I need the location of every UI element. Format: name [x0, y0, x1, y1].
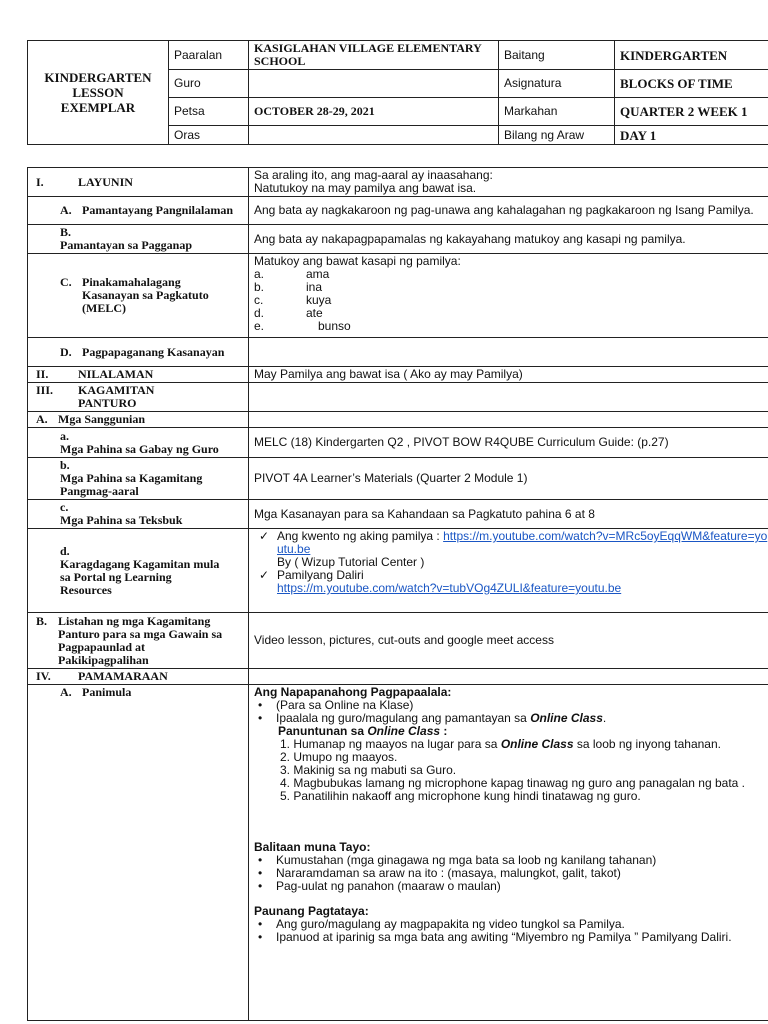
subsection-heading: Balitaan muna Tayo:: [254, 840, 371, 854]
list-item: 2. Umupo ng maayos.: [280, 750, 398, 764]
text-line: Sa araling ito, ang mag-aaral ay inaasahang:: [254, 168, 493, 182]
list-emphasis: Online Class: [500, 737, 574, 751]
list-key: c.: [254, 293, 264, 307]
layunin-value: [249, 168, 768, 197]
section-number: IV.: [36, 669, 51, 683]
item-number: c.: [60, 500, 69, 514]
layunin-cell: [28, 168, 249, 197]
item-label: Mga Pahina sa Teksbuk: [60, 513, 183, 527]
header-table: [27, 40, 768, 145]
bilang-value: DAY 1: [615, 126, 768, 145]
subsection-heading: Paunang Pagtataya:: [254, 904, 369, 918]
table-row: [28, 197, 768, 225]
markahan-label: Markahan: [499, 98, 615, 126]
rules-list: [254, 738, 768, 803]
listahan-cell: [28, 613, 249, 669]
list-text: sa loob ng inyong tahanan.: [573, 737, 721, 751]
bullet-icon: •: [258, 711, 263, 725]
oras-label: Oras: [169, 126, 249, 145]
section-label: NILALAMAN: [78, 367, 154, 381]
sanggunian-cell: [28, 412, 249, 428]
teksbuk-value: Mga Kasanayan para sa Kahandaan sa Pagkatuto pahina 6 at 8: [249, 500, 768, 529]
item-label: Pamantayan sa Pagganap: [60, 238, 193, 252]
list-item: [254, 268, 768, 281]
table-row: [28, 458, 768, 500]
list-value: ate: [306, 306, 323, 320]
table-row: [28, 225, 768, 254]
table-row: [28, 529, 768, 613]
paaralan-value: KASIGLAHAN VILLAGE ELEMENTARY SCHOOL: [249, 41, 499, 70]
list-text: Ang guro/magulang ay magpapakita ng video tungkol sa Pamilya.: [276, 917, 625, 931]
kagamitan-value: [249, 383, 768, 412]
lesson-exemplar-title: KINDERGARTEN LESSON EXEMPLAR: [28, 41, 169, 145]
list-item: [254, 294, 768, 307]
list-text: Ipaalala ng guro/magulang ang pamantayan sa: [276, 711, 531, 725]
kagamitang-pangmag-aaral-cell: [28, 458, 249, 500]
panimula-value: [249, 685, 768, 1021]
baitang-label: Baitang: [499, 41, 615, 70]
list-item: [258, 711, 768, 725]
list-text: Ipanuod at iparinig sa mga bata ang awiting “Miyembro ng Pamilya ” Pamilyang Daliri.: [276, 930, 732, 944]
table-row: [28, 428, 768, 458]
item-label: Pinakamahalagang Kasanayan sa Pagkatuto (MELC): [82, 275, 209, 315]
list-item: [259, 568, 768, 582]
pamantayang-pangnilalaman-cell: [28, 197, 249, 225]
heading-text: :: [440, 724, 448, 738]
list-item: [258, 879, 768, 893]
bullet-icon: •: [258, 917, 263, 931]
subsection-heading: Ang Napapanahong Pagpapaalala:: [254, 685, 452, 699]
list-value: kuya: [306, 293, 332, 307]
list-item: 5. Panatilihin nakaoff ang microphone kung hindi tinatawag ng guro.: [280, 789, 641, 803]
guro-label: Guro: [169, 70, 249, 98]
nilalaman-value: May Pamilya ang bawat isa ( Ako ay may Pamilya): [249, 367, 768, 383]
list-text: Kumustahan (mga ginagawa ng mga bata sa loob ng kanilang tahanan): [276, 853, 657, 867]
item-number: A.: [36, 412, 48, 426]
teksbuk-cell: [28, 500, 249, 529]
heading-text: Panuntunan sa: [278, 724, 368, 738]
item-number: d.: [60, 543, 70, 558]
list-text: (Para sa Online na Klase): [276, 698, 414, 712]
list-item: [254, 281, 768, 294]
item-label: Mga Pahina sa Gabay ng Guro: [60, 441, 219, 456]
guro-value: [249, 70, 499, 98]
petsa-value: OCTOBER 28-29, 2021: [249, 98, 499, 126]
section-label: PAMAMARAAN: [78, 669, 168, 683]
pagpapaganang-kasanayan-cell: [28, 338, 249, 367]
list-item: [254, 320, 768, 333]
item-label: Mga Sanggunian: [58, 412, 146, 426]
nilalaman-cell: [28, 367, 249, 383]
table-row: [28, 168, 768, 197]
list-emphasis: Online Class: [530, 711, 603, 725]
list-key: e.: [254, 319, 265, 333]
item-number: b.: [60, 458, 70, 472]
kagamitang-pangmag-aaral-value: PIVOT 4A Learner’s Materials (Quarter 2 Module 1): [249, 458, 768, 500]
list-item: [258, 930, 768, 944]
list-key: a.: [254, 267, 265, 281]
list-text: 1. Humanap ng maayos na lugar para sa: [280, 737, 501, 751]
bilang-label: Bilang ng Araw: [499, 126, 615, 145]
table-row: [28, 500, 768, 529]
section-label: KAGAMITAN PANTURO: [78, 383, 155, 410]
melc-value: [249, 254, 768, 338]
list-text: Pag-uulat ng panahon (maaraw o maulan): [276, 879, 501, 893]
bullet-icon: •: [258, 853, 263, 867]
karagdagang-kagamitan-value: [249, 529, 768, 613]
oras-value: [249, 126, 499, 145]
resource-link[interactable]: https://m.youtube.com/watch?v=tubVOg4ZULI&feature=youtu.be: [277, 581, 622, 595]
pamantayan-pagganap-cell: [28, 225, 249, 254]
list-key: b.: [254, 280, 265, 294]
table-row: [28, 383, 768, 412]
bullet-icon: •: [258, 879, 263, 893]
item-label: Pamantayang Pangnilalaman: [82, 203, 234, 217]
paaralan-label: Paaralan: [169, 41, 249, 70]
item-label: Panimula: [82, 685, 132, 699]
text-line: Natutukoy na may pamilya ang bawat isa.: [254, 181, 477, 195]
bullet-icon: •: [258, 698, 263, 712]
pamamaraan-value: [249, 669, 768, 685]
lesson-table: [27, 167, 768, 1021]
item-label: Pagpapaganang Kasanayan: [82, 344, 225, 359]
sanggunian-value: [249, 412, 768, 428]
bullet-icon: •: [258, 866, 263, 880]
item-number: A.: [60, 685, 72, 699]
text-line: Matukoy ang bawat kasapi ng pamilya:: [254, 254, 461, 268]
list-key: d.: [254, 306, 265, 320]
pamamaraan-cell: [28, 669, 249, 685]
item-label: Mga Pahina sa Kagamitang Pangmag-aaral: [60, 471, 203, 498]
table-row: [28, 412, 768, 428]
kagamitan-cell: [28, 383, 249, 412]
melc-cell: [28, 254, 249, 338]
bullet-icon: •: [258, 930, 263, 944]
resource-link[interactable]: https://m.youtube.com/watch?v=MRc5oyEqqWM&feature=youtu.be: [277, 529, 768, 556]
item-number: B.: [36, 613, 48, 628]
section-label: LAYUNIN: [78, 174, 133, 189]
item-number: B.: [60, 225, 72, 239]
pagpapaganang-kasanayan-value: [249, 338, 768, 367]
list-text: Nararamdaman sa araw na ito : (masaya, malungkot, galit, takot): [276, 866, 621, 880]
table-row: [28, 669, 768, 685]
markahan-value: QUARTER 2 WEEK 1: [615, 98, 768, 126]
gabay-guro-cell: [28, 428, 249, 458]
item-number: C.: [60, 275, 72, 289]
section-number: I.: [36, 174, 44, 189]
panimula-cell: [28, 685, 249, 1021]
checkmark-icon: ✓: [259, 568, 270, 582]
list-value: ama: [306, 267, 330, 281]
item-number: a.: [60, 428, 69, 443]
list-value: ina: [306, 280, 323, 294]
table-row: [28, 367, 768, 383]
list-item: 4. Magbubukas lamang ng microphone kapag tinawag ng guro ang panagalan ng bata .: [280, 776, 746, 790]
resource-title: Pamilyang Daliri: [277, 568, 364, 582]
karagdagang-kagamitan-cell: [28, 529, 249, 613]
table-row: [28, 338, 768, 367]
section-number: II.: [36, 367, 49, 381]
gabay-guro-value: MELC (18) Kindergarten Q2 , PIVOT BOW R4QUBE Curriculum Guide: (p.27): [249, 428, 768, 458]
item-number: D.: [60, 344, 72, 359]
list-value: bunso: [318, 319, 351, 333]
resource-author: By ( Wizup Tutorial Center ): [277, 555, 425, 569]
listahan-value: Video lesson, pictures, cut-outs and google meet access: [249, 613, 768, 669]
asignatura-value: BLOCKS OF TIME: [615, 70, 768, 98]
section-number: III.: [36, 383, 54, 397]
petsa-label: Petsa: [169, 98, 249, 126]
table-row: [28, 613, 768, 669]
checkmark-icon: ✓: [259, 529, 270, 543]
table-row: [28, 685, 768, 1021]
list-item: 3. Makinig sa ng mabuti sa Guro.: [280, 763, 457, 777]
item-label: Listahan ng mga Kagamitang Panturo para sa mga Gawain sa Pagpapaunlad at Pakikipagpalihan: [58, 613, 223, 667]
pamantayan-pagganap-value: Ang bata ay nakapagpapamalas ng kakayahang matukoy ang kasapi ng pamilya.: [249, 225, 768, 254]
pamantayang-pangnilalaman-value: Ang bata ay nagkakaroon ng pag-unawa ang kahalagahan ng pagkakaroon ng Isang Pamilya.: [249, 197, 768, 225]
table-row: [28, 254, 768, 338]
baitang-value: KINDERGARTEN: [615, 41, 768, 70]
list-item: [259, 529, 768, 556]
item-number: A.: [60, 203, 72, 217]
asignatura-label: Asignatura: [499, 70, 615, 98]
item-label: Karagdagang Kagamitan mula sa Portal ng Learning Resources: [60, 556, 220, 597]
heading-emphasis: Online Class: [367, 724, 441, 738]
list-text: .: [602, 711, 607, 725]
resource-title: Ang kwento ng aking pamilya :: [277, 529, 444, 543]
